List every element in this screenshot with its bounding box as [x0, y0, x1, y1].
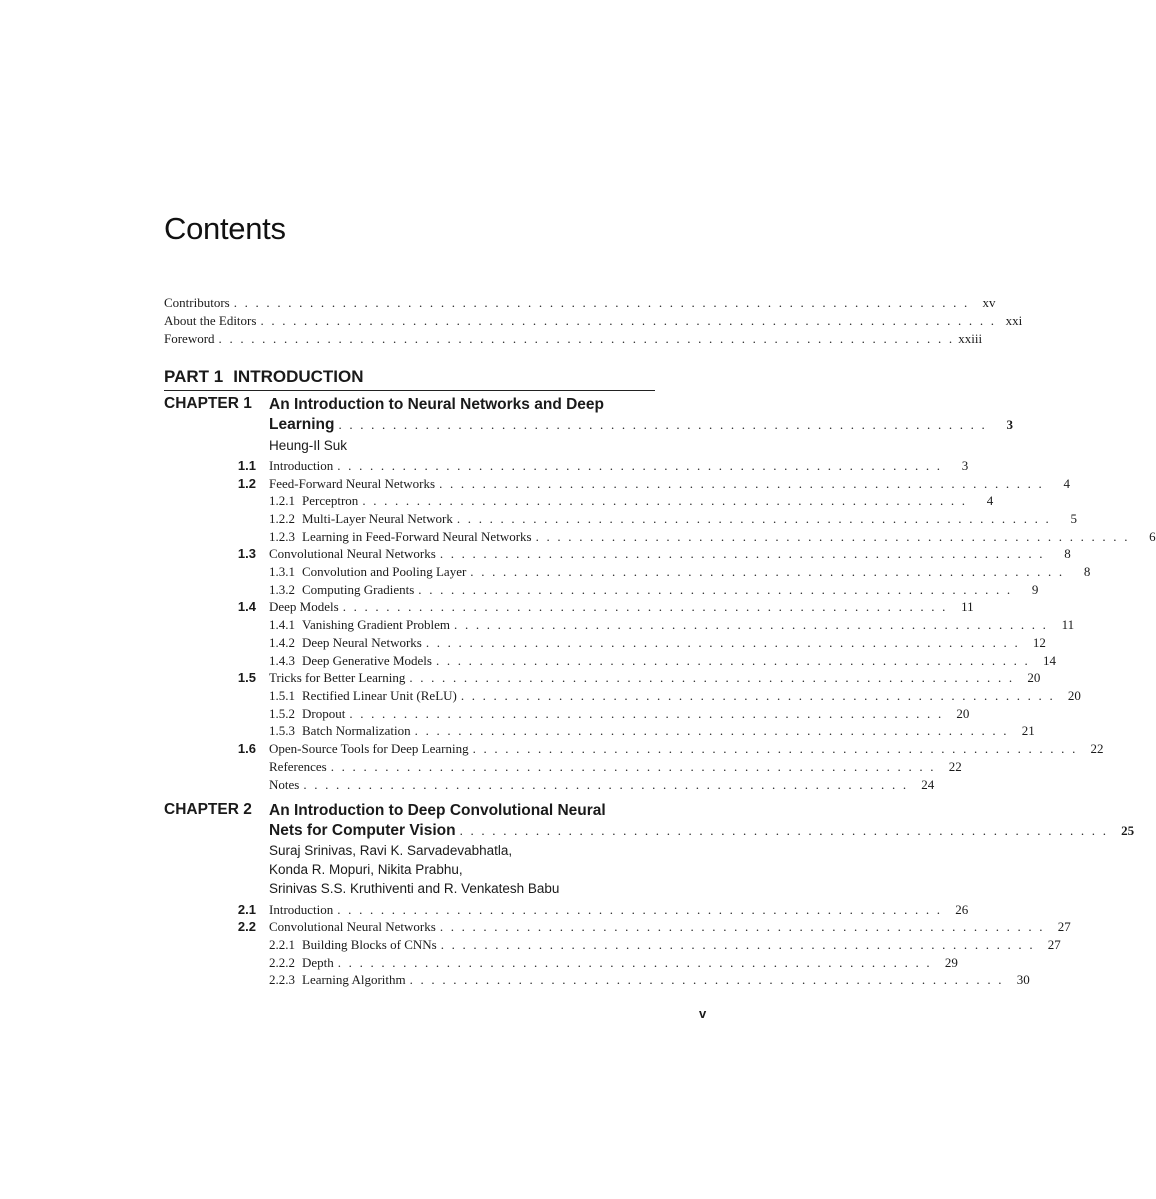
entry-page: 11	[1061, 617, 1075, 632]
entry-page: 27	[1047, 937, 1061, 952]
entry-title: Computing Gradients	[302, 582, 415, 597]
subsection-number: 1.5.3	[269, 723, 295, 738]
entry-title: Multi-Layer Neural Network	[302, 511, 453, 526]
author-line: Heung-Il Suk	[269, 438, 348, 453]
entry-title: Contributors	[164, 295, 230, 310]
entry-page: 30	[1016, 972, 1030, 987]
toc-subentry[interactable]	[269, 954, 958, 972]
entry-page: 29	[944, 955, 958, 970]
dot-leader: . . . . . . . . . . . . . . . . . . . . . . . . . . . . . . . . . . . . . . . . . . . . . . . . . . . . . . .	[470, 564, 1065, 579]
dot-leader: . . . . . . . . . . . . . . . . . . . . . . . . . . . . . . . . . . . . . . . . . . . . . . . . . . . . . . .	[414, 723, 1009, 738]
toc-entry[interactable]	[269, 669, 1041, 687]
entry-page: 20	[1027, 670, 1041, 685]
entry-page: 21	[1021, 723, 1035, 738]
entry-title: Open-Source Tools for Deep Learning	[269, 741, 469, 756]
toc-subentry[interactable]	[269, 634, 1046, 652]
entry-page: xxiii	[958, 331, 983, 346]
entry-title: Feed-Forward Neural Networks	[269, 476, 436, 491]
dot-leader: . . . . . . . . . . . . . . . . . . . . . . . . . . . . . . . . . . . . . . . . . . . . . . . . . . . . . . . . . . . .	[338, 417, 988, 432]
dot-leader: . . . . . . . . . . . . . . . . . . . . . . . . . . . . . . . . . . . . . . . . . . . . . . . . . . . . . . . .	[337, 458, 943, 473]
dot-leader: . . . . . . . . . . . . . . . . . . . . . . . . . . . . . . . . . . . . . . . . . . . . . . . . . . . . . . . .	[472, 741, 1078, 756]
section-number: 1.3	[237, 546, 256, 561]
entry-title: About the Editors	[164, 313, 257, 328]
subsection-number: 1.4.2	[269, 635, 295, 650]
entry-title: Foreword	[164, 331, 215, 346]
entry-title: Introduction	[269, 902, 334, 917]
part-number: PART 1	[164, 367, 224, 386]
entry-page: 14	[1043, 653, 1057, 668]
entry-page: xxi	[1005, 313, 1023, 328]
toc-subentry[interactable]	[269, 510, 1077, 528]
toc-subentry[interactable]	[269, 492, 994, 510]
entry-title: Tricks for Better Learning	[269, 670, 406, 685]
section-number: 1.1	[237, 458, 256, 473]
dot-leader: . . . . . . . . . . . . . . . . . . . . . . . . . . . . . . . . . . . . . . . . . . . . . . . . . . . . . . . .	[337, 902, 943, 917]
entry-page: 5	[1070, 511, 1077, 526]
dot-leader: . . . . . . . . . . . . . . . . . . . . . . . . . . . . . . . . . . . . . . . . . . . . . . . . . . . . . . .	[435, 653, 1031, 668]
toc-subentry[interactable]	[269, 722, 1035, 740]
chapter-title-row[interactable]	[269, 415, 1014, 435]
dot-leader: . . . . . . . . . . . . . . . . . . . . . . . . . . . . . . . . . . . . . . . . . . . . . . . . . . . . . . . .	[439, 919, 1045, 934]
dot-leader: . . . . . . . . . . . . . . . . . . . . . . . . . . . . . . . . . . . . . . . . . . . . . . . . . . . . . . .	[337, 955, 932, 970]
entry-title: Learning Algorithm	[302, 972, 406, 987]
subsection-number: 2.2.1	[269, 937, 295, 952]
chapter-label: CHAPTER 1	[164, 395, 252, 412]
entry-title: References	[269, 759, 327, 774]
entry-title: Rectified Linear Unit (ReLU)	[302, 688, 457, 703]
entry-title: Deep Models	[269, 599, 339, 614]
toc-subentry[interactable]	[269, 563, 1091, 581]
entry-title: Vanishing Gradient Problem	[302, 617, 451, 632]
toc-entry[interactable]	[269, 901, 969, 919]
entry-page: 6	[1149, 529, 1156, 544]
entry-title: Learning in Feed-Forward Neural Networks	[302, 529, 532, 544]
entry-page: 8	[1064, 546, 1071, 561]
chapter-page: 25	[1121, 823, 1135, 838]
entry-page: xv	[982, 295, 996, 310]
entry-page: 12	[1032, 635, 1046, 650]
dot-leader: . . . . . . . . . . . . . . . . . . . . . . . . . . . . . . . . . . . . . . . . . . . . . . . . . . . . . . . . . . . . . . . . . . . .	[260, 313, 997, 328]
subsection-number: 2.2.3	[269, 972, 295, 987]
toc-entry[interactable]	[269, 457, 969, 475]
entry-title: Introduction	[269, 458, 334, 473]
toc-entry-about-editors[interactable]	[164, 312, 1023, 330]
dot-leader: . . . . . . . . . . . . . . . . . . . . . . . . . . . . . . . . . . . . . . . . . . . . . . . . . . . . . . .	[460, 688, 1055, 703]
part-title: INTRODUCTION	[233, 367, 364, 386]
dot-leader: . . . . . . . . . . . . . . . . . . . . . . . . . . . . . . . . . . . . . . . . . . . . . . . . . . . . . . . . . . . . . . . . . . . .	[233, 295, 970, 310]
subsection-number: 1.2.2	[269, 511, 295, 526]
subsection-number: 1.3.2	[269, 582, 295, 597]
section-number: 1.4	[237, 599, 256, 614]
dot-leader: . . . . . . . . . . . . . . . . . . . . . . . . . . . . . . . . . . . . . . . . . . . . . . . . . . . . . . .	[454, 617, 1049, 632]
dot-leader: . . . . . . . . . . . . . . . . . . . . . . . . . . . . . . . . . . . . . . . . . . . . . . . . . . . . . . . . . . . . . . . . . . . .	[218, 331, 955, 346]
author-line: Konda R. Mopuri, Nikita Prabhu,	[269, 862, 463, 877]
entry-title: Convolutional Neural Networks	[269, 919, 436, 934]
toc-entry[interactable]	[269, 475, 1071, 493]
author-line: Srinivas S.S. Kruthiventi and R. Venkatesh Babu	[269, 881, 560, 896]
entry-page: 11	[961, 599, 974, 614]
toc-entry-foreword[interactable]	[164, 330, 983, 348]
dot-leader: . . . . . . . . . . . . . . . . . . . . . . . . . . . . . . . . . . . . . . . . . . . . . . . . . . . . . . .	[409, 972, 1004, 987]
dot-leader: . . . . . . . . . . . . . . . . . . . . . . . . . . . . . . . . . . . . . . . . . . . . . . . . . . . . . . .	[456, 511, 1051, 526]
dot-leader: . . . . . . . . . . . . . . . . . . . . . . . . . . . . . . . . . . . . . . . . . . . . . . . . . . . . . . . .	[362, 493, 968, 508]
entry-title: Batch Normalization	[302, 723, 411, 738]
chapter-title-row[interactable]	[269, 821, 1135, 841]
entry-title: Building Blocks of CNNs	[302, 937, 437, 952]
entry-page: 22	[948, 759, 962, 774]
entry-page: 9	[1031, 582, 1039, 597]
chapter-page: 3	[1006, 417, 1014, 432]
dot-leader: . . . . . . . . . . . . . . . . . . . . . . . . . . . . . . . . . . . . . . . . . . . . . . . . . . . . . . .	[349, 706, 944, 721]
section-number: 2.2	[237, 919, 256, 934]
entry-page: 24	[921, 777, 935, 792]
toc-entry-notes[interactable]	[269, 776, 935, 794]
entry-title: Convolutional Neural Networks	[269, 546, 436, 561]
entry-page: 26	[955, 902, 969, 917]
dot-leader: . . . . . . . . . . . . . . . . . . . . . . . . . . . . . . . . . . . . . . . . . . . . . . . . . . . . . . . .	[342, 599, 948, 614]
dot-leader: . . . . . . . . . . . . . . . . . . . . . . . . . . . . . . . . . . . . . . . . . . . . . . . . . . . . . . .	[440, 937, 1035, 952]
dot-leader: . . . . . . . . . . . . . . . . . . . . . . . . . . . . . . . . . . . . . . . . . . . . . . . . . . . . . . . .	[439, 546, 1045, 561]
chapter-title-line: Learning	[269, 416, 335, 433]
part-heading	[164, 367, 655, 391]
section-number: 1.5	[237, 670, 256, 685]
chapter-title-line[interactable]: An Introduction to Neural Networks and Deep	[269, 396, 604, 413]
entry-page: 20	[956, 706, 970, 721]
dot-leader: . . . . . . . . . . . . . . . . . . . . . . . . . . . . . . . . . . . . . . . . . . . . . . . . . . . . . . . .	[303, 777, 909, 792]
page-number: v	[699, 1006, 707, 1021]
entry-page: 3	[961, 458, 969, 473]
toc-entry[interactable]	[269, 740, 1104, 758]
entry-title: Deep Generative Models	[302, 653, 432, 668]
subsection-number: 1.4.1	[269, 617, 295, 632]
section-number: 1.2	[237, 476, 256, 491]
dot-leader: . . . . . . . . . . . . . . . . . . . . . . . . . . . . . . . . . . . . . . . . . . . . . . . . . . . . . . .	[425, 635, 1020, 650]
entry-page: 4	[1063, 476, 1071, 491]
entry-title: Convolution and Pooling Layer	[302, 564, 467, 579]
dot-leader: . . . . . . . . . . . . . . . . . . . . . . . . . . . . . . . . . . . . . . . . . . . . . . . . . . . . . . . . . . . .	[459, 823, 1109, 838]
toc-subentry[interactable]	[269, 936, 1061, 954]
entry-page: 4	[986, 493, 994, 508]
toc-entry[interactable]	[269, 598, 974, 616]
entry-title: Deep Neural Networks	[302, 635, 422, 650]
toc-entry[interactable]	[269, 918, 1071, 936]
section-number: 2.1	[237, 902, 256, 917]
entry-page: 22	[1090, 741, 1104, 756]
entry-page: 27	[1057, 919, 1071, 934]
chapter-authors	[269, 436, 347, 455]
chapter-title-line[interactable]: An Introduction to Deep Convolutional Neural	[269, 802, 606, 819]
dot-leader: . . . . . . . . . . . . . . . . . . . . . . . . . . . . . . . . . . . . . . . . . . . . . . . . . . . . . . . .	[439, 476, 1045, 491]
entry-title: Dropout	[302, 706, 346, 721]
entry-page: 8	[1083, 564, 1091, 579]
entry-title: Perceptron	[302, 493, 359, 508]
author-line: Suraj Srinivas, Ravi K. Sarvadevabhatla,	[269, 843, 513, 858]
subsection-number: 1.5.1	[269, 688, 295, 703]
page-title: Contents	[164, 211, 286, 246]
dot-leader: . . . . . . . . . . . . . . . . . . . . . . . . . . . . . . . . . . . . . . . . . . . . . . . . . . . . . . . .	[409, 670, 1015, 685]
entry-title: Notes	[269, 777, 300, 792]
subsection-number: 1.3.1	[269, 564, 295, 579]
subsection-number: 1.4.3	[269, 653, 295, 668]
dot-leader: . . . . . . . . . . . . . . . . . . . . . . . . . . . . . . . . . . . . . . . . . . . . . . . . . . . . . . . .	[330, 759, 936, 774]
dot-leader: . . . . . . . . . . . . . . . . . . . . . . . . . . . . . . . . . . . . . . . . . . . . . . . . . . . . . . .	[418, 582, 1013, 597]
subsection-number: 1.2.3	[269, 529, 295, 544]
toc-subentry[interactable]	[269, 616, 1075, 634]
section-number: 1.6	[237, 741, 256, 756]
toc-subentry[interactable]	[269, 528, 1156, 546]
chapter-authors	[269, 841, 559, 898]
toc-subentry[interactable]	[269, 971, 1030, 989]
toc-subentry[interactable]	[269, 652, 1057, 670]
toc-entry[interactable]	[269, 545, 1071, 563]
toc-entry-references[interactable]	[269, 758, 962, 776]
toc-entry-contributors[interactable]	[164, 294, 996, 312]
chapter-label: CHAPTER 2	[164, 801, 252, 818]
toc-subentry[interactable]	[269, 705, 970, 723]
subsection-number: 1.2.1	[269, 493, 295, 508]
toc-subentry[interactable]	[269, 581, 1039, 599]
toc-subentry[interactable]	[269, 687, 1081, 705]
subsection-number: 2.2.2	[269, 955, 295, 970]
entry-title: Depth	[302, 955, 334, 970]
dot-leader: . . . . . . . . . . . . . . . . . . . . . . . . . . . . . . . . . . . . . . . . . . . . . . . . . . . . . . .	[535, 529, 1130, 544]
entry-page: 20	[1067, 688, 1081, 703]
subsection-number: 1.5.2	[269, 706, 295, 721]
chapter-title-line: Nets for Computer Vision	[269, 822, 456, 839]
